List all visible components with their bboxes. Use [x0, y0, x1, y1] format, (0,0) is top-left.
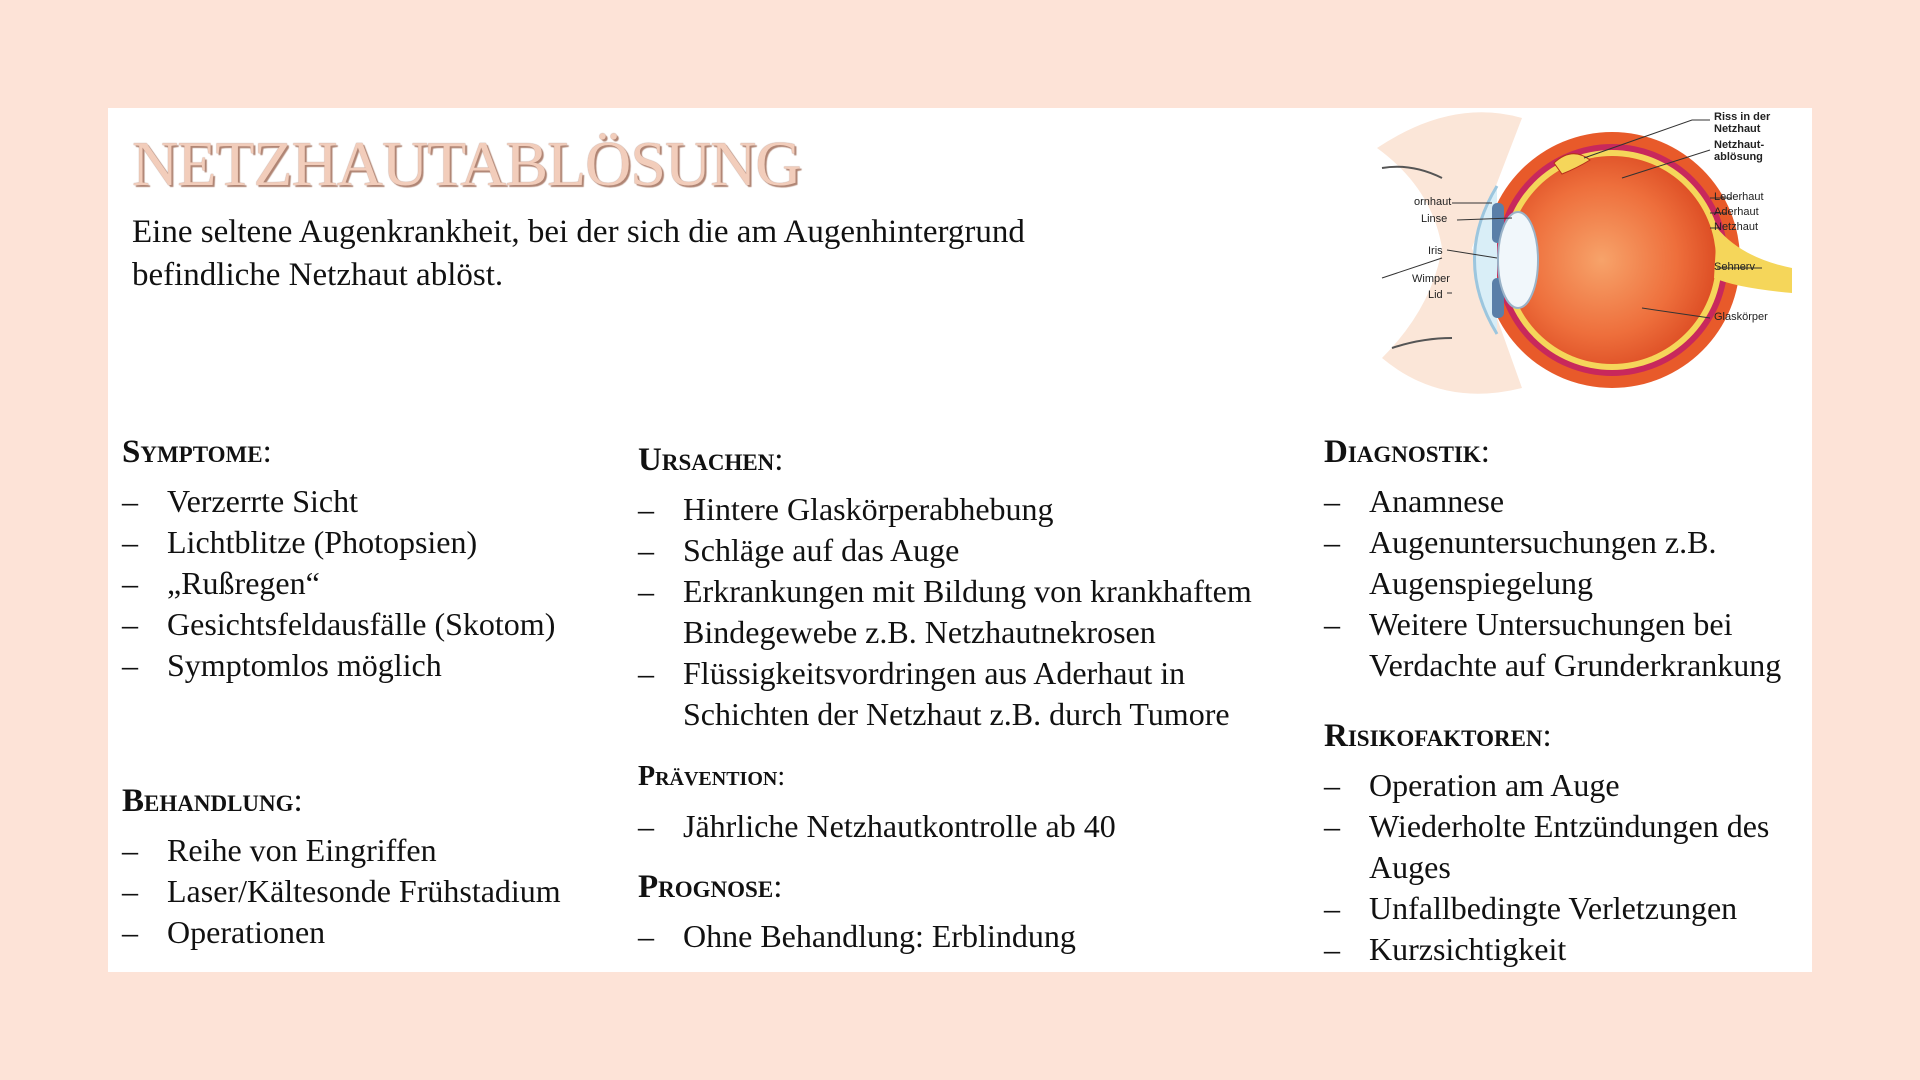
list-diagnostik [1324, 481, 1812, 686]
list-item: – Weitere Untersuchungen bei Verdachte auf Grunderkrankung [1324, 604, 1812, 686]
label-glaskoerper: Glaskörper [1714, 311, 1768, 323]
list-item: – Reihe von Eingriffen [122, 830, 602, 871]
list-item: – Augenuntersuchungen z.B. Augenspiegelung [1324, 522, 1812, 604]
label-riss-1: Riss in der [1714, 111, 1771, 123]
list-item: – Schläge auf das Auge [638, 530, 1298, 571]
list-item: – „Rußregen“ [122, 563, 602, 604]
section-symptome [122, 433, 602, 686]
list-item: – Operation am Auge [1324, 765, 1812, 806]
list-item: – Symptomlos möglich [122, 645, 602, 686]
list-risikofaktoren [1324, 765, 1812, 970]
heading-risikofaktoren: Risikofaktoren: [1324, 718, 1552, 754]
label-riss-2: Netzhaut [1714, 123, 1761, 135]
heading-diagnostik: Diagnostik: [1324, 434, 1490, 470]
label-abloesung-1: Netzhaut- [1714, 139, 1765, 151]
label-iris: Iris [1428, 245, 1443, 257]
slide [108, 108, 1812, 972]
list-item: – Erkrankungen mit Bildung von krankhaftem Bindegewebe z.B. Netzhautnekrosen [638, 571, 1298, 653]
eye-diagram [1322, 108, 1812, 398]
label-lid: Lid [1428, 289, 1443, 301]
label-lederhaut: Lederhaut [1714, 191, 1764, 203]
list-item: – Kurzsichtigkeit [1324, 929, 1812, 970]
label-aderhaut: Aderhaut [1714, 206, 1759, 218]
label-hornhaut: ornhaut [1414, 196, 1452, 208]
linse-shape [1498, 212, 1538, 308]
label-netzhaut: Netzhaut [1714, 221, 1759, 233]
list-item: – Anamnese [1324, 481, 1812, 522]
list-item: – Unfallbedingte Verletzungen [1324, 888, 1812, 929]
list-behandlung [122, 830, 602, 953]
list-item: – Jährliche Netzhautkontrolle ab 40 [638, 806, 1298, 847]
heading-behandlung: Behandlung: [122, 783, 303, 819]
section-risikofaktoren [1324, 717, 1812, 970]
section-diagnostik [1324, 433, 1812, 686]
list-item: – Laser/Kältesonde Frühstadium [122, 871, 602, 912]
section-ursachen [638, 441, 1298, 735]
list-prognose [638, 916, 1298, 957]
list-ursachen [638, 489, 1298, 735]
list-item: – Operationen [122, 912, 602, 953]
list-item: – Gesichtsfeldausfälle (Skotom) [122, 604, 602, 645]
label-linse: Linse [1421, 213, 1448, 225]
label-abloesung-2: ablösung [1714, 151, 1763, 163]
heading-prognose: Prognose: [638, 869, 783, 905]
subtitle: Eine seltene Augenkrankheit, bei der sich die am Augenhintergrund befindliche Netzhaut ablöst. [132, 214, 1025, 293]
list-item: – Verzerrte Sicht [122, 481, 602, 522]
heading-symptome: Symptome: [122, 434, 272, 470]
section-prognose [638, 868, 1298, 957]
section-praevention [638, 758, 1298, 847]
heading-praevention: Prävention: [638, 761, 786, 792]
list-item: – Lichtblitze (Photopsien) [122, 522, 602, 563]
list-praevention [638, 806, 1298, 847]
list-item: – Hintere Glaskörperabhebung [638, 489, 1298, 530]
section-behandlung [122, 782, 602, 953]
page-title: NETZHAUTABLÖSUNG [132, 128, 801, 199]
glaskoerper-shape [1508, 156, 1716, 364]
list-item: – Ohne Behandlung: Erblindung [638, 916, 1298, 957]
heading-ursachen: Ursachen: [638, 442, 784, 478]
list-item: – Wiederholte Entzündungen des Auges [1324, 806, 1812, 888]
label-sehnerv: Sehnerv [1714, 261, 1755, 273]
label-wimper: Wimper [1412, 273, 1450, 285]
list-symptome [122, 481, 602, 686]
list-item: – Flüssigkeitsvordringen aus Aderhaut in Schichten der Netzhaut z.B. durch Tumore [638, 653, 1298, 735]
